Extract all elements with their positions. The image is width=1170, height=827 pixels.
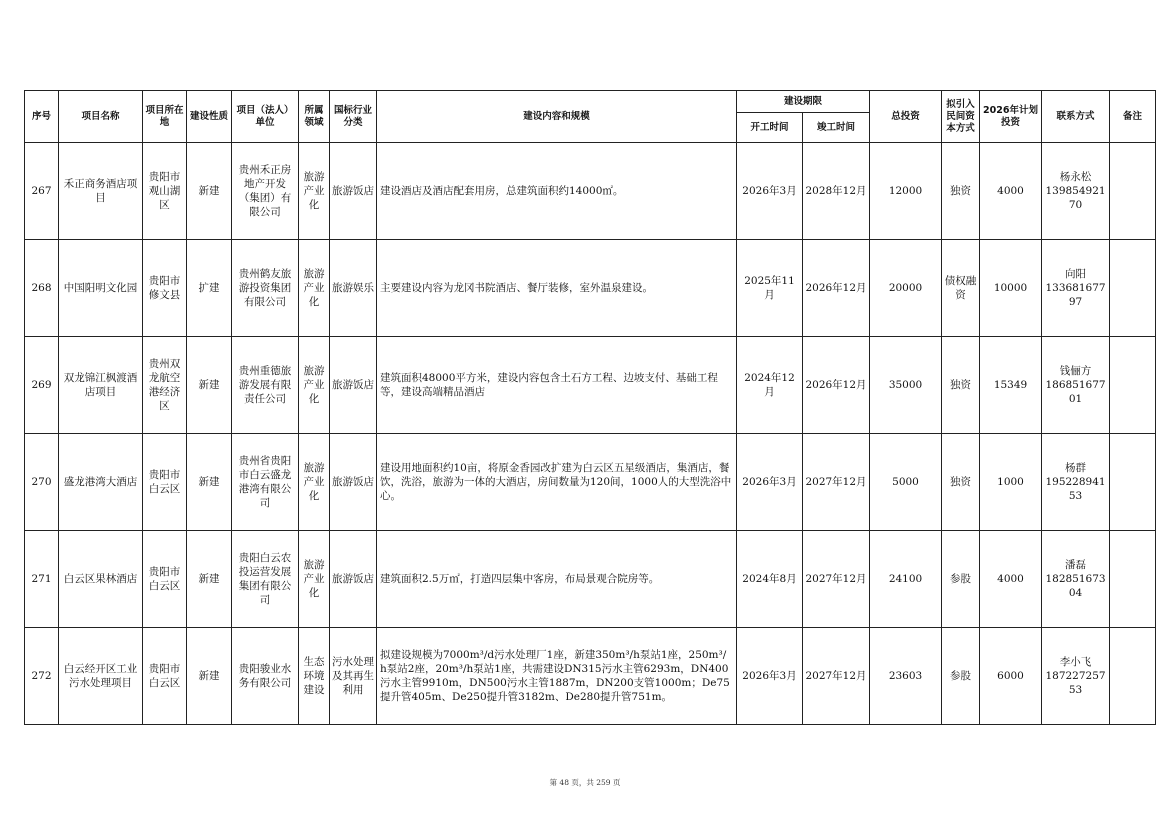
cell-investment: 35000 xyxy=(870,337,942,434)
cell-end: 2026年12月 xyxy=(803,240,870,337)
cell-plan: 10000 xyxy=(980,240,1042,337)
contact-phone: 13368167797 xyxy=(1045,282,1106,308)
cell-content: 建设酒店及酒店配套用房，总建筑面积约14000㎡。 xyxy=(377,143,737,240)
cell-industry: 旅游饭店 xyxy=(330,531,377,628)
contact-phone: 19522894153 xyxy=(1045,476,1106,502)
contact-phone: 18722725753 xyxy=(1045,670,1106,696)
header-unit: 项目（法人）单位 xyxy=(232,91,299,143)
header-content: 建设内容和规模 xyxy=(377,91,737,143)
contact-phone: 18285167304 xyxy=(1045,573,1106,599)
contact-phone: 13985492170 xyxy=(1045,185,1106,211)
table-row xyxy=(25,628,1156,725)
header-plan: 2026年计划投资 xyxy=(980,91,1042,143)
cell-domain: 旅游产业化 xyxy=(299,143,330,240)
cell-start: 2026年3月 xyxy=(737,434,803,531)
table-row xyxy=(25,240,1156,337)
cell-content: 建设用地面积约10亩，将原金香园改扩建为白云区五星级酒店，集酒店，餐饮，洗浴，旅游为一体的大酒店，房间数量为120间，1000人的大型洗浴中心。 xyxy=(377,434,737,531)
cell-method: 独资 xyxy=(942,337,980,434)
cell-plan: 1000 xyxy=(980,434,1042,531)
cell-remark xyxy=(1110,434,1156,531)
cell-content: 主要建设内容为龙冈书院酒店、餐厅装修，室外温泉建设。 xyxy=(377,240,737,337)
table-row xyxy=(25,434,1156,531)
cell-contact xyxy=(1042,628,1110,725)
cell-method: 独资 xyxy=(942,143,980,240)
cell-location: 贵阳市观山湖区 xyxy=(143,143,187,240)
cell-remark xyxy=(1110,337,1156,434)
cell-plan: 4000 xyxy=(980,143,1042,240)
cell-remark xyxy=(1110,143,1156,240)
cell-contact xyxy=(1042,531,1110,628)
cell-unit: 贵州鹤友旅游投资集团有限公司 xyxy=(232,240,299,337)
cell-seq: 271 xyxy=(25,531,59,628)
cell-contact xyxy=(1042,240,1110,337)
cell-method: 债权融资 xyxy=(942,240,980,337)
cell-name: 盛龙港湾大酒店 xyxy=(59,434,143,531)
cell-seq: 269 xyxy=(25,337,59,434)
cell-domain: 旅游产业化 xyxy=(299,434,330,531)
cell-start: 2026年3月 xyxy=(737,143,803,240)
cell-contact xyxy=(1042,434,1110,531)
cell-name: 白云区果林酒店 xyxy=(59,531,143,628)
cell-location: 贵阳市白云区 xyxy=(143,531,187,628)
cell-industry: 旅游饭店 xyxy=(330,434,377,531)
table-row xyxy=(25,143,1156,240)
contact-name: 杨群 xyxy=(1065,462,1087,474)
cell-name: 中国阳明文化园 xyxy=(59,240,143,337)
cell-investment: 24100 xyxy=(870,531,942,628)
header-remark: 备注 xyxy=(1110,91,1156,143)
cell-name: 禾正商务酒店项目 xyxy=(59,143,143,240)
cell-start: 2024年12月 xyxy=(737,337,803,434)
header-investment: 总投资 xyxy=(870,91,942,143)
contact-name: 向阳 xyxy=(1065,268,1087,280)
header-location: 项目所在地 xyxy=(143,91,187,143)
cell-domain: 旅游产业化 xyxy=(299,240,330,337)
cell-end: 2026年12月 xyxy=(803,337,870,434)
cell-name: 双龙锦江枫渡酒店项目 xyxy=(59,337,143,434)
cell-content: 建筑面积48000平方米，建设内容包含土石方工程、边坡支付、基础工程等，建设高端精品酒店 xyxy=(377,337,737,434)
cell-plan: 6000 xyxy=(980,628,1042,725)
cell-plan: 4000 xyxy=(980,531,1042,628)
project-table xyxy=(24,90,1156,725)
cell-nature: 扩建 xyxy=(187,240,232,337)
cell-remark xyxy=(1110,240,1156,337)
cell-name: 白云经开区工业污水处理项目 xyxy=(59,628,143,725)
contact-name: 杨永松 xyxy=(1059,171,1092,183)
header-method: 拟引入民间资本方式 xyxy=(942,91,980,143)
cell-seq: 272 xyxy=(25,628,59,725)
header-domain: 所属领域 xyxy=(299,91,330,143)
cell-start: 2025年11月 xyxy=(737,240,803,337)
table-row xyxy=(25,337,1156,434)
cell-domain: 旅游产业化 xyxy=(299,337,330,434)
contact-name: 钱俪方 xyxy=(1059,365,1092,377)
cell-unit: 贵州禾正房地产开发（集团）有限公司 xyxy=(232,143,299,240)
cell-unit: 贵阳白云农投运营发展集团有限公司 xyxy=(232,531,299,628)
cell-unit: 贵阳骏业水务有限公司 xyxy=(232,628,299,725)
contact-name: 李小飞 xyxy=(1059,656,1092,668)
contact-name: 潘磊 xyxy=(1065,559,1087,571)
cell-contact xyxy=(1042,143,1110,240)
cell-unit: 贵州重德旅游发展有限责任公司 xyxy=(232,337,299,434)
cell-location: 贵阳市白云区 xyxy=(143,434,187,531)
header-nature: 建设性质 xyxy=(187,91,232,143)
cell-method: 参股 xyxy=(942,531,980,628)
cell-nature: 新建 xyxy=(187,531,232,628)
header-industry: 国标行业分类 xyxy=(330,91,377,143)
header-name: 项目名称 xyxy=(59,91,143,143)
cell-unit: 贵州省贵阳市白云盛龙港湾有限公司 xyxy=(232,434,299,531)
cell-end: 2027年12月 xyxy=(803,531,870,628)
header-period: 建设期限 xyxy=(737,91,870,113)
cell-investment: 20000 xyxy=(870,240,942,337)
cell-industry: 旅游饭店 xyxy=(330,143,377,240)
page-footer: 第 48 页，共 259 页 xyxy=(549,778,621,787)
cell-start: 2026年3月 xyxy=(737,628,803,725)
cell-plan: 15349 xyxy=(980,337,1042,434)
cell-seq: 270 xyxy=(25,434,59,531)
header-contact: 联系方式 xyxy=(1042,91,1110,143)
cell-nature: 新建 xyxy=(187,628,232,725)
cell-method: 参股 xyxy=(942,628,980,725)
header-seq: 序号 xyxy=(25,91,59,143)
cell-nature: 新建 xyxy=(187,434,232,531)
cell-location: 贵阳市白云区 xyxy=(143,628,187,725)
cell-seq: 267 xyxy=(25,143,59,240)
cell-seq: 268 xyxy=(25,240,59,337)
cell-domain: 生态环境建设 xyxy=(299,628,330,725)
cell-start: 2024年8月 xyxy=(737,531,803,628)
cell-nature: 新建 xyxy=(187,143,232,240)
cell-domain: 旅游产业化 xyxy=(299,531,330,628)
cell-contact xyxy=(1042,337,1110,434)
cell-investment: 5000 xyxy=(870,434,942,531)
cell-investment: 23603 xyxy=(870,628,942,725)
cell-investment: 12000 xyxy=(870,143,942,240)
cell-end: 2028年12月 xyxy=(803,143,870,240)
contact-phone: 18685167701 xyxy=(1045,379,1106,405)
cell-content: 拟建设规模为7000m³/d污水处理厂1座，新建350m³/h泵站1座，250m³/h泵站2座，20m³/h泵站1座，共需建设DN315污水主管6293m，DN400污水主管9910m，DN500污水主管1887m，DN200支管1000m；De75提升管405m、De250提升管3182m、De280提升管751m。 xyxy=(377,628,737,725)
cell-end: 2027年12月 xyxy=(803,628,870,725)
header-start: 开工时间 xyxy=(737,113,803,143)
cell-nature: 新建 xyxy=(187,337,232,434)
cell-content: 建筑面积2.5万㎡，打造四层集中客房，布局景观合院房等。 xyxy=(377,531,737,628)
cell-remark xyxy=(1110,628,1156,725)
cell-industry: 旅游饭店 xyxy=(330,337,377,434)
cell-location: 贵阳市修文县 xyxy=(143,240,187,337)
cell-end: 2027年12月 xyxy=(803,434,870,531)
header-end: 竣工时间 xyxy=(803,113,870,143)
cell-industry: 旅游娱乐 xyxy=(330,240,377,337)
cell-method: 独资 xyxy=(942,434,980,531)
cell-remark xyxy=(1110,531,1156,628)
cell-industry: 污水处理及其再生利用 xyxy=(330,628,377,725)
cell-location: 贵州双龙航空港经济区 xyxy=(143,337,187,434)
table-row xyxy=(25,531,1156,628)
